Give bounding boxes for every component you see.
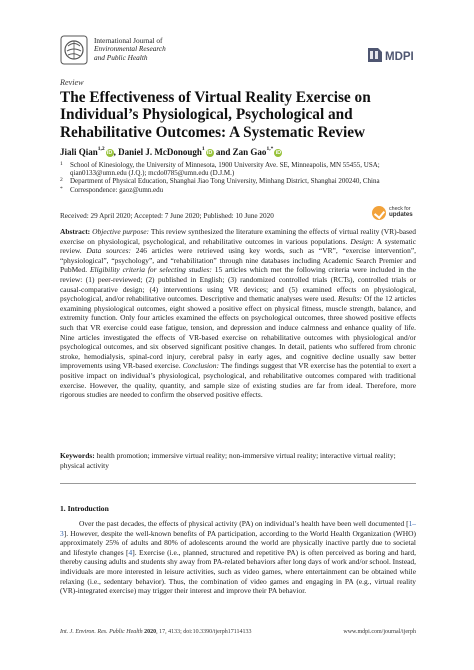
badge-line2: updates xyxy=(389,211,413,219)
affiliation xyxy=(60,169,420,177)
author-list xyxy=(60,147,420,157)
eligibility-label: Eligibility criteria for selecting studies: xyxy=(89,265,212,275)
eligibility-text: 15 articles which met the following criteria were included in the review: (1) peer-reviewed; (2) published in English; (3) randomized controlled trials (RCTs), controlled trials or causal-comparative design; (4) interventions using VR devices; and (5) examined effects on physiological, psychological, and/or rehabilitative outcomes. Descriptive and thematic analyses were used. xyxy=(60,265,416,304)
results-label: Results: xyxy=(337,294,362,304)
journal-name-line3: and Public Health xyxy=(94,52,148,62)
check-for-updates-text xyxy=(389,206,413,219)
journal-url-link[interactable]: www.mdpi.com/journal/ijerph xyxy=(343,629,416,635)
article-type: Review xyxy=(60,78,84,87)
affiliation-emails[interactable]: qian0133@umn.edu (J.Q.); mcdo0785@umn.edu (D.J.M.) xyxy=(70,169,235,178)
author-separator: , xyxy=(113,147,119,157)
section-heading: 1. Introduction xyxy=(60,504,109,513)
design-text: A systematic review. xyxy=(60,236,416,256)
citation-link[interactable]: 1–3 xyxy=(60,519,416,538)
mdpi-logo xyxy=(364,45,416,65)
author-name[interactable]: Jiali Qian xyxy=(60,147,98,157)
article-title: The Effectiveness of Virtual Reality Exercise on Individual’s Physiological, Psychological and Rehabilitative Outcomes: A Systematic Review xyxy=(60,89,371,141)
conclusion-label: Conclusion: xyxy=(182,361,219,371)
intro-text: Over the past decades, the effects of physical activity (PA) on individual’s health have been well documented [ xyxy=(79,519,409,528)
badge-line1: check for xyxy=(389,206,411,212)
abstract-label: Abstract: xyxy=(60,227,91,236)
keywords-text: health promotion; immersive virtual reality; non-immersive virtual reality; interactive virtual reality; physical activity xyxy=(60,451,396,470)
objective-label: Objective purpose: xyxy=(92,227,150,236)
publication-dates: Received: 29 April 2020; Accepted: 7 June 2020; Published: 10 June 2020 xyxy=(60,212,274,220)
conclusion-text: The findings suggest that VR exercise has the potential to exert a positive impact on individual’s physiological, psychological, and rehabilitative outcomes compared with traditional exercise. However, the quality, quantity, and sample size of existing studies are far from ideal. Therefore, more rigorous studies are needed to confirm the observed positive effects. xyxy=(60,361,417,400)
footer-doi: , 17, 4133; doi:10.3390/ijerph17114133 xyxy=(156,629,252,635)
affiliation-mark: * xyxy=(60,185,63,192)
keywords-label: Keywords: xyxy=(60,451,95,460)
publisher-logo-text: MDPI xyxy=(385,51,414,63)
footer-year: 2020 xyxy=(144,629,157,635)
sources-text: 246 articles were retrieved using key words, such as “VR”, “exercise intervention”, “physiological”, “psychology”, and “rehabilitation” through nine databases including Academic Search Premier and PubMed. xyxy=(60,246,416,275)
abstract xyxy=(60,227,416,400)
journal-name-line1: International Journal of xyxy=(94,36,163,45)
check-icon xyxy=(372,206,386,220)
introduction-paragraph xyxy=(60,519,416,596)
check-for-updates-badge[interactable] xyxy=(372,205,416,223)
author-name[interactable]: Zan Gao xyxy=(232,147,267,157)
citation-footer xyxy=(60,629,252,635)
correspondence-text[interactable]: Correspondence: gaoz@umn.edu xyxy=(70,185,164,194)
keywords xyxy=(60,451,416,470)
intro-text: ]. Exercise (i.e., planned, structured and repetitive PA) is often perceived as boring and hard, thereby causing adults and students shy away from PA-related behaviors after long days of work and/or school. Instead, individuals are more interested in leisure activities, such as video games, where entertainment can be obtained while relaxing (i.e., sedentary behavior). Thus, the combination of video games and engaging in PA (e.g., virtual reality (VR)-integrated exercise) may trigger their interest and improve their PA behavior. xyxy=(60,547,417,596)
journal-name xyxy=(94,37,166,62)
orcid-icon[interactable]: iD xyxy=(106,149,113,156)
affiliation-mark: 2 xyxy=(60,177,63,184)
affiliation xyxy=(60,177,420,185)
footer-journal: Int. J. Environ. Res. Public Health xyxy=(60,629,143,635)
journal-name-line2: Environmental Research xyxy=(94,44,166,54)
affiliation-text: Department of Physical Education, Shanghai Jiao Tong University, Minhang District, Shanghai 200240, China xyxy=(70,177,380,186)
citation-link[interactable]: 4 xyxy=(128,547,133,557)
author-affiliation-mark: 1,* xyxy=(266,146,274,152)
affiliations xyxy=(60,161,420,194)
author-affiliation-mark: 1,2 xyxy=(97,146,105,152)
affiliation-mark: 1 xyxy=(60,161,63,167)
orcid-icon[interactable]: iD xyxy=(275,149,282,156)
results-text: Of the 12 articles examining physiological outcomes, eight showed a positive effect on physical fitness, muscle strength, balance, and extremity function. Only four articles examined the effects on psychological outcomes, three showed positive effects such that VR exercise could ease fatigue, tension, and depression and induce calmness and enhance quality of life. Nine articles investigated the effects of VR-based exercise on rehabilitative outcomes with physiological and/or psychological outcomes, and six observed significant positive changes. In detail, patients who suffered from chronic stroke, hemodialysis, spinal-cord injury, cerebral palsy in early ages, and cognitive decline usually saw better improvements using VR-based exercise. xyxy=(60,294,416,371)
affiliation-text: School of Kinesiology, the University of Minnesota, 1900 University Ave. SE, Minneapolis, MN 55455, USA; xyxy=(70,161,380,169)
author-affiliation-mark: 1 xyxy=(201,146,205,152)
affiliation xyxy=(60,161,420,169)
journal-logo-icon xyxy=(60,35,88,65)
intro-text: ]. However, despite the well-known benefits of PA participation, according to the World Health Organization (WHO) approximately 25% of adults and 80% of adolescents around the world are physically inactive partly due to societal and lifestyle changes [ xyxy=(60,528,416,557)
objective-text: This review synthesized the literature examining the effects of virtual reality (VR)-based exercise on physiological, psychological, and rehabilitative outcomes in various populations. xyxy=(60,227,417,246)
author-name[interactable]: Daniel J. McDonough xyxy=(118,147,202,157)
journal-header xyxy=(60,33,416,73)
section-divider xyxy=(60,483,416,484)
author-separator: and xyxy=(213,147,233,157)
orcid-icon[interactable]: iD xyxy=(206,149,213,156)
design-label: Design: xyxy=(350,236,374,246)
correspondence xyxy=(60,186,420,194)
sources-label: Data sources: xyxy=(86,246,131,256)
